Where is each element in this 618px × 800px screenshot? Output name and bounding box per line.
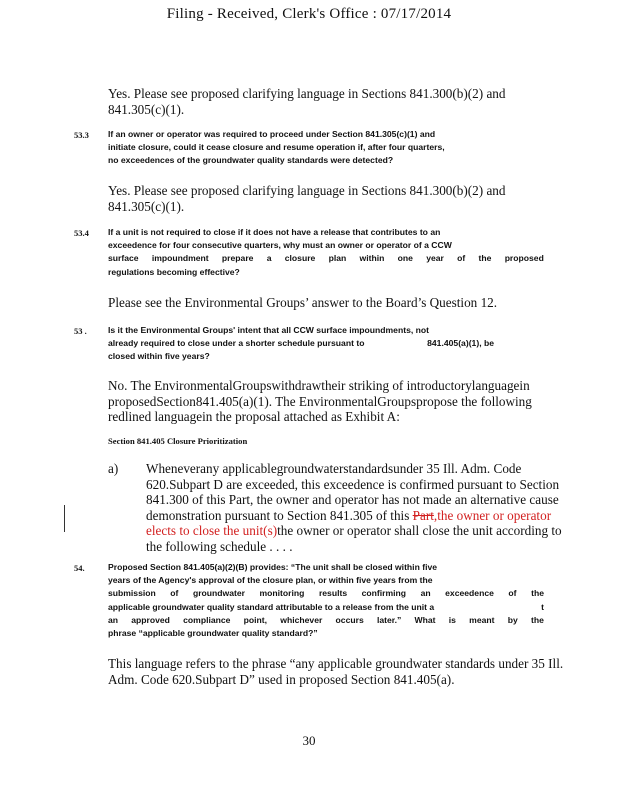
question-line: Is it the Environmental Groups' intent that all CCW surface impoundments, not [108,325,429,335]
word: occurs [335,614,364,625]
word: closure [284,253,316,264]
answer-line: 841.305(c)(1). [108,101,185,117]
provision-line: 841.300 of this Part, the owner and operator has not made an alternative cause [146,492,559,507]
inserted-text: elects to close the unit(s) [146,523,278,538]
word: of [170,588,179,599]
answer-block [108,656,568,687]
word: by [507,614,518,625]
answer-line: No. The EnvironmentalGroupswithdrawtheir striking of introductorylanguagein [108,378,530,393]
answer-block [108,378,556,425]
question-53 [108,324,544,364]
redlined-provision [146,461,572,554]
line-right: t [541,601,544,612]
word: confirming [361,588,407,599]
answer-block [108,295,556,311]
word: an [108,614,119,625]
question-line: no exceedences of the groundwater quality standards were detected? [108,155,394,166]
question-line: phrase “applicable groundwater quality standard?” [108,628,318,639]
question-line: exceedence for four consecutive quarters, why must an owner or operator of a CCW [108,240,452,251]
word: exceedence [445,588,494,599]
word: later.” [376,614,402,625]
word: impoundment [151,253,209,264]
word: year [426,253,444,264]
provision-text: demonstration pursuant to Section 841.305 of this [146,507,413,523]
question-number: 54. [74,563,85,573]
word: point, [243,614,268,625]
question-line: years of the Agency's approval of the closure plan, or within five years from the [108,575,433,586]
provision-line [146,508,572,524]
word: groundwater [192,588,245,599]
question-line: regulations becoming effective? [108,266,240,277]
question-number: 53 . [74,326,87,336]
question-justified-line [108,337,544,350]
answer-line: redlined languagein the proposal attached as Exhibit A: [108,409,400,424]
question-line: closed within five years? [108,351,210,362]
word: prepare [221,253,254,264]
answer-block [108,183,556,214]
provision-line: Wheneverany applicablegroundwaterstandardsunder 35 Ill. Adm. Code [146,461,522,476]
line-right: 841.405(a)(1), be [427,338,494,349]
provision-line [146,523,572,539]
provision-line: the following schedule . . . . [146,538,293,554]
item-label: a) [108,461,119,476]
question-line: Proposed Section 841.405(a)(2)(B) provides: “The unit shall be closed within five [108,562,438,572]
word: the [531,588,544,599]
question-number: 53.4 [74,228,89,238]
word: submission [108,588,156,599]
word: an [420,588,431,599]
question-line: If an owner or operator was required to proceed under Section 841.305(c)(1) and [108,129,436,139]
answer-line: proposedSection841.405(a)(1). The EnvironmentalGroupspropose the following [108,393,532,409]
word: a [266,253,272,264]
line-left: applicable groundwater quality standard attributable to a release from the unit a [108,601,435,612]
question-justified-line [108,587,544,600]
word: approved [131,614,170,625]
question-53-4 [108,226,544,279]
question-53-3 [108,128,544,168]
answer-line: Yes. Please see proposed clarifying language in Sections 841.300(b)(2) and [108,183,506,198]
question-line: If a unit is not required to close if it does not have a release that contributes to an [108,227,441,237]
word: monitoring [259,588,305,599]
answer-line: Adm. Code 620.Subpart D” used in proposed Section 841.405(a). [108,671,455,687]
page-number: 30 [302,733,316,748]
question-justified-line [108,614,544,627]
word: compliance [183,614,231,625]
answer-line: 841.305(c)(1). [108,198,185,214]
revision-bar [64,505,65,532]
word: is [448,614,456,625]
word: the [530,614,544,625]
answer-line: This language refers to the phrase “any applicable groundwater standards under 35 Ill. [108,656,564,671]
provision-text: the owner or operator shall close the unit according to [277,523,562,538]
question-justified-line [108,601,544,614]
word: surface [108,253,139,264]
section-heading: Section 841.405 Closure Prioritization [108,436,248,446]
word: the [478,253,492,264]
answer-line: Yes. Please see proposed clarifying language in Sections 841.300(b)(2) and [108,86,506,101]
question-54 [108,561,544,640]
word: of [457,253,466,264]
filing-header: Filing - Received, Clerk's Office : 07/17/2014 [166,6,452,22]
inserted-text: ,the owner or operator [433,507,552,523]
word: What [414,614,436,625]
answer-block [108,86,556,117]
question-number: 53.3 [74,130,89,140]
word: whichever [280,614,323,625]
word: proposed [504,253,544,264]
word: results [318,588,348,599]
word: meant [469,614,495,625]
question-line: initiate closure, could it cease closure and resume operation if, after four quarters, [108,142,445,153]
word: plan [328,253,347,264]
line-left: already required to close under a shorter schedule pursuant to [108,338,365,349]
word: within [359,253,385,264]
question-justified-line [108,252,544,265]
provision-line: 620.Subpart D are exceeded, this exceedence is confirmed pursuant to Section [146,476,560,492]
answer-line: Please see the Environmental Groups’ answer to the Board’s Question 12. [108,295,498,310]
word: of [508,588,517,599]
word: one [397,253,413,264]
deleted-text: Part [412,507,434,523]
